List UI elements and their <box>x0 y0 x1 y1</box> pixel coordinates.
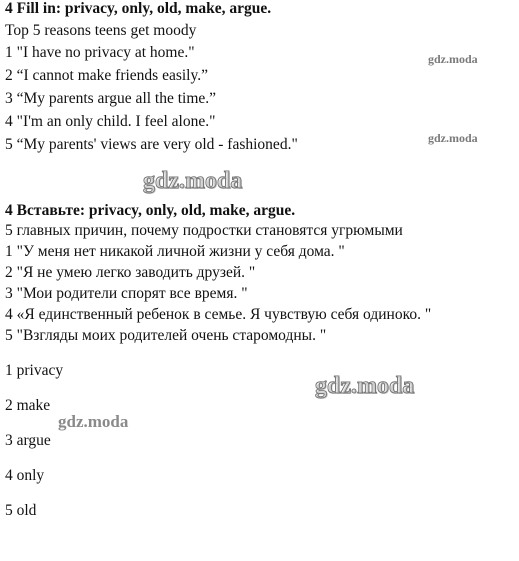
russian-sentence-1: 1 "У меня нет никакой личной жизни у себя дома. " <box>5 243 345 260</box>
watermark-large: gdz.moda <box>143 168 243 194</box>
watermark-small: gdz.moda <box>428 131 478 145</box>
watermark-small: gdz.moda <box>428 52 478 66</box>
answer-3: 3 argue <box>5 432 51 449</box>
watermark-large: gdz.moda <box>315 373 415 399</box>
english-sentence-2: 2 “I cannot make friends easily.” <box>5 67 208 84</box>
russian-sentence-2: 2 "Я не умею легко заводить друзей. " <box>5 264 256 281</box>
answer-2: 2 make <box>5 397 51 414</box>
exercise-subtitle-english: Top 5 reasons teens get moody <box>5 22 197 39</box>
answer-5: 5 old <box>5 502 37 519</box>
exercise-subtitle-russian: 5 главных причин, почему подростки становятся угрюмыми <box>5 222 403 239</box>
russian-sentence-3: 3 "Мои родители спорят все время. " <box>5 285 248 302</box>
english-sentence-4: 4 "I'm an only child. I feel alone." <box>5 113 216 130</box>
exercise-heading-english: 4 Fill in: privacy, only, old, make, argue. <box>5 0 272 17</box>
english-sentence-3: 3 “My parents argue all the time.” <box>5 90 217 107</box>
answer-4: 4 only <box>5 467 45 484</box>
answer-1: 1 privacy <box>5 362 64 379</box>
exercise-heading-russian: 4 Вставьте: privacy, only, old, make, argue. <box>5 202 296 219</box>
watermark-medium: gdz.moda <box>58 412 129 431</box>
russian-sentence-4: 4 «Я единственный ребенок в семье. Я чувствую себя одиноко. " <box>5 306 432 323</box>
russian-sentence-5: 5 "Взгляды моих родителей очень старомодны. " <box>5 327 327 344</box>
english-sentence-1: 1 "I have no privacy at home." <box>5 44 195 61</box>
english-sentence-5: 5 “My parents' views are very old - fashioned." <box>5 136 298 153</box>
